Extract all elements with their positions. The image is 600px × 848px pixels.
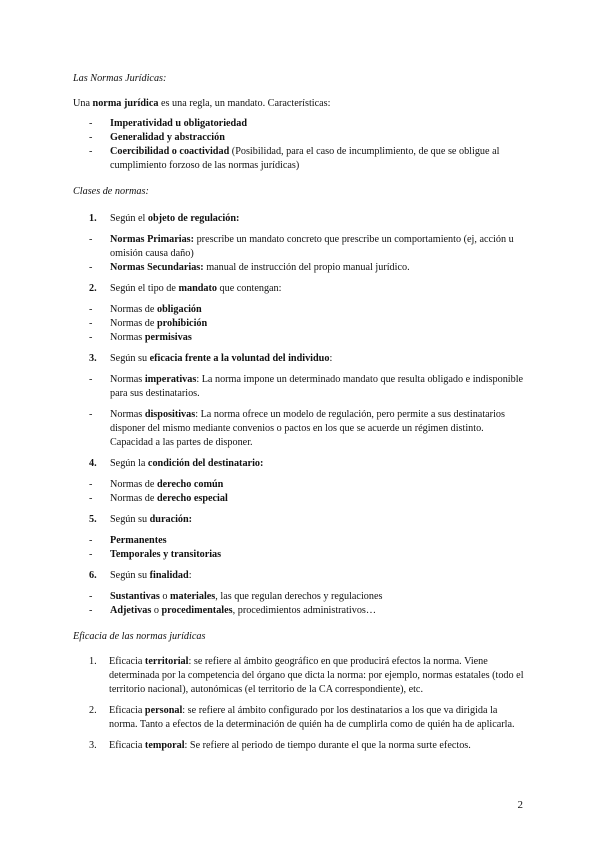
item-bold: Normas Secundarias: — [110, 262, 204, 273]
item-bold: dispositivas — [144, 409, 196, 420]
intro-text: Una — [73, 98, 93, 109]
list-item — [73, 233, 525, 261]
item-number: 1. — [89, 213, 97, 224]
item-bold: condición del destinatario: — [147, 458, 264, 469]
page-number: 2 — [517, 799, 523, 811]
item-bold: mandato — [178, 283, 217, 294]
numbered-item — [73, 739, 525, 753]
item-bold: finalidad — [149, 570, 189, 581]
item-text-end: : — [329, 353, 333, 364]
item-text: Según la — [110, 458, 148, 469]
intro-bold: norma jurídica — [92, 98, 159, 109]
item-number: 1. — [89, 656, 97, 667]
item-text-end: : se refiere al ámbito geográfico en que producirá efectos la norma. Viene determinada por la competencia del órgano que dicta la norma: por ejemplo, normas estatales (todo el territorio nacional), autonómicas (el territorio de la CA correspondiente), etc. — [109, 656, 524, 695]
item-number: 4. — [89, 458, 97, 469]
list-item — [73, 145, 525, 173]
item-text: Normas — [110, 409, 145, 420]
item-text: Eficacia — [109, 740, 145, 751]
list-item — [73, 261, 525, 275]
item-bold: Normas Primarias: — [110, 234, 195, 245]
item-text-end: , procedimientos administrativos… — [232, 605, 377, 616]
list-item — [73, 408, 525, 450]
item-bold: objeto de regulación: — [147, 213, 240, 224]
list-item — [73, 548, 525, 562]
item-text: prescribe un mandato concreto que prescribe un comportamiento (ej, acción u omisión causa daño) — [110, 234, 514, 259]
list-item — [73, 303, 525, 317]
item-text: Normas — [110, 332, 145, 343]
item-bold: Imperatividad u obligatoriedad — [110, 118, 247, 129]
item-text: Normas de — [110, 304, 157, 315]
item-bold: Sustantivas — [110, 591, 160, 602]
item-text-end: : La norma ofrece un modelo de regulación, pero permite a sus destinatarios disponer del mismo mediante convenios o pactos en los que se acuerde un régimen distinto. Capacidad a las partes de disponer. — [110, 409, 505, 448]
characteristics-list — [73, 117, 525, 173]
item-bold-2: materiales — [170, 591, 216, 602]
item-text-end: : se refiere al ámbito configurado por los destinatarios a los que va dirigida la norma. Tanto a efectos de la determinación de quién ha de cumplirla como de quién ha de aplicarla. — [109, 705, 515, 730]
item-text: Según el tipo de — [110, 283, 179, 294]
numbered-heading — [73, 282, 525, 296]
item-text: Según su — [110, 353, 150, 364]
item-bold: obligación — [156, 304, 202, 315]
intro-text-end: es una regla, un mandato. Características: — [158, 98, 331, 109]
item-bold: territorial — [144, 656, 189, 667]
list-item — [73, 534, 525, 548]
list — [73, 534, 525, 562]
item-bold: derecho especial — [156, 493, 228, 504]
item-text: Según su — [110, 514, 150, 525]
item-text: Normas de — [110, 318, 157, 329]
numbered-heading — [73, 352, 525, 366]
item-text: Normas de — [110, 493, 157, 504]
numbered-heading — [73, 212, 525, 226]
section-heading-eficacia: Eficacia de las normas jurídicas — [73, 631, 206, 642]
item-bold: Temporales y transitorias — [110, 549, 222, 560]
numbered-heading — [73, 513, 525, 527]
item-bold: imperativas — [144, 374, 197, 385]
item-bold: eficacia frente a la voluntad del individuo — [149, 353, 330, 364]
item-bold: prohibición — [156, 318, 208, 329]
intro-paragraph — [73, 97, 525, 111]
item-bold: Permanentes — [110, 535, 167, 546]
item-bold: Generalidad y abstracción — [110, 132, 225, 143]
list — [73, 303, 525, 345]
item-text: Según su — [110, 570, 150, 581]
list — [73, 478, 525, 506]
list-item — [73, 131, 525, 145]
item-text: o — [159, 591, 171, 602]
item-bold: personal — [144, 705, 183, 716]
list-item — [73, 478, 525, 492]
item-bold: duración: — [149, 514, 193, 525]
item-number: 6. — [89, 570, 97, 581]
list-item — [73, 117, 525, 131]
page-content — [73, 72, 525, 753]
item-text: Normas de — [110, 479, 157, 490]
item-bold: Adjetivas — [110, 605, 152, 616]
item-text: Según el — [110, 213, 148, 224]
item-bold: permisivas — [144, 332, 192, 343]
item-number: 2. — [89, 283, 97, 294]
section-heading-normas-juridicas: Las Normas Jurídicas: — [73, 73, 167, 84]
item-bold: derecho común — [156, 479, 224, 490]
numbered-item — [73, 704, 525, 732]
item-bold-2: procedimentales — [161, 605, 233, 616]
item-number: 3. — [89, 353, 97, 364]
item-text: (Posibilidad, para el caso de incumplimiento, de que se obligue al cumplimiento forzoso de las normas jurídicas) — [110, 146, 500, 171]
item-number: 2. — [89, 705, 97, 716]
item-text-end: : Se refiere al periodo de tiempo durante el que la norma surte efectos. — [184, 740, 471, 751]
numbered-heading — [73, 457, 525, 471]
item-text: manual de instrucción del propio manual jurídico. — [203, 262, 410, 273]
item-number: 5. — [89, 514, 97, 525]
item-bold: Coercibilidad o coactividad — [110, 146, 230, 157]
item-text-end: : La norma impone un determinado mandato que resulta obligado e indisponible para sus destinatarios. — [110, 374, 524, 399]
list — [73, 590, 525, 618]
item-text-end: , las que regulan derechos y regulaciones — [215, 591, 383, 602]
list — [73, 233, 525, 275]
item-text: Eficacia — [109, 705, 145, 716]
list-item — [73, 373, 525, 401]
item-text: o — [151, 605, 162, 616]
list-item — [73, 604, 525, 618]
list — [73, 373, 525, 450]
item-text-end: que contengan: — [216, 283, 282, 294]
item-text: Normas — [110, 374, 145, 385]
list-item — [73, 492, 525, 506]
list-item — [73, 317, 525, 331]
item-text-end: : — [188, 570, 192, 581]
numbered-heading — [73, 569, 525, 583]
item-text: Eficacia — [109, 656, 145, 667]
section-heading-clases: Clases de normas: — [73, 186, 149, 197]
item-number: 3. — [89, 740, 97, 751]
numbered-item — [73, 655, 525, 697]
list-item — [73, 331, 525, 345]
item-bold: temporal — [144, 740, 185, 751]
list-item — [73, 590, 525, 604]
